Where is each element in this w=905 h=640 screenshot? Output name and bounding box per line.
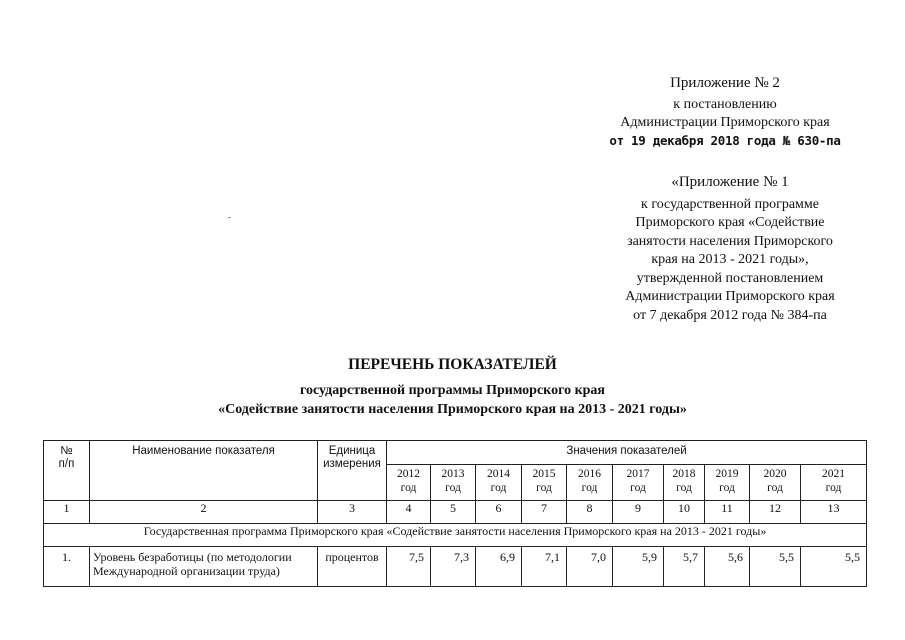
annex-1-line: утвержденной постановлением <box>636 270 824 286</box>
annex-1-title: «Приложение № 1 <box>671 174 789 190</box>
row-indicator-name-line-1: Уровень безработицы (по методологии <box>93 550 292 564</box>
header-year <box>801 465 867 501</box>
header-year <box>431 465 476 501</box>
year-label: 2020 <box>763 468 787 480</box>
row-indicator-name <box>90 547 318 587</box>
annex-2-title: Приложение № 2 <box>670 75 780 91</box>
row-value-2018: 5,7 <box>664 547 705 587</box>
year-suffix: год <box>400 482 417 494</box>
year-label: 2014 <box>487 468 510 480</box>
row-value-2015: 7,1 <box>522 547 567 587</box>
header-values: Значения показателей <box>387 441 867 465</box>
year-label: 2015 <box>532 468 556 480</box>
header-year <box>750 465 801 501</box>
column-number: 8 <box>567 501 613 524</box>
row-unit: процентов <box>318 547 387 587</box>
row-value-2016: 7,0 <box>567 547 613 587</box>
year-suffix: год <box>719 482 735 494</box>
annex-1-line: Администрации Приморского края <box>625 289 835 304</box>
program-row <box>44 524 867 547</box>
row-value-2019: 5,6 <box>705 547 750 587</box>
column-number: 5 <box>431 501 476 524</box>
indicators-table <box>43 440 867 587</box>
header-unit-line-1: Единица <box>328 445 376 457</box>
year-suffix: год <box>490 482 507 494</box>
document-subtitle <box>0 382 905 419</box>
header-year <box>613 465 664 501</box>
header-number <box>44 441 90 501</box>
annex-1-line: к государственной программе <box>641 196 819 212</box>
year-suffix: год <box>536 482 552 494</box>
program-row-title: Государственная программа Приморского края «Содействие занятости населения Приморского края на 2013 - 2021 годы» <box>44 524 867 547</box>
row-index: 1. <box>44 547 90 587</box>
row-value-2020: 5,5 <box>750 547 801 587</box>
column-number: 1 <box>44 501 90 524</box>
column-number: 3 <box>318 501 387 524</box>
header-indicator-name: Наименование показателя <box>90 441 318 501</box>
annex-1-line: от 7 декабря 2012 года № 384-па <box>633 307 827 323</box>
column-number: 9 <box>613 501 664 524</box>
header-year <box>387 465 431 501</box>
annex-2-header <box>595 74 855 150</box>
header-year <box>567 465 613 501</box>
year-suffix: год <box>825 482 842 494</box>
column-number: 7 <box>522 501 567 524</box>
column-number: 13 <box>801 501 867 524</box>
year-label: 2018 <box>672 468 696 480</box>
year-label: 2017 <box>626 468 650 480</box>
annex-1-line: Приморского края «Содействие <box>635 215 825 230</box>
column-number: 6 <box>476 501 522 524</box>
year-label: 2012 <box>397 468 420 480</box>
column-number: 2 <box>90 501 318 524</box>
annex-2-date-stamp: от 19 декабря 2018 года № 630-па <box>609 133 841 148</box>
header-year <box>476 465 522 501</box>
year-suffix: год <box>767 482 783 494</box>
annex-1-line: края на 2013 - 2021 годы», <box>651 252 809 267</box>
header-year <box>705 465 750 501</box>
column-number: 10 <box>664 501 705 524</box>
document-title: ПЕРЕЧЕНЬ ПОКАЗАТЕЛЕЙ <box>348 356 557 373</box>
year-label: 2013 <box>441 468 465 480</box>
year-label: 2021 <box>822 468 846 480</box>
header-unit <box>318 441 387 501</box>
header-year <box>522 465 567 501</box>
column-number: 4 <box>387 501 431 524</box>
column-numbers-row <box>44 501 867 524</box>
scan-speck <box>228 217 231 218</box>
annex-1-header <box>600 173 860 325</box>
row-value-2017: 5,9 <box>613 547 664 587</box>
header-year <box>664 465 705 501</box>
document-subtitle-line-1: государственной программы Приморского края <box>300 383 605 398</box>
year-suffix: год <box>676 482 692 494</box>
header-number-line-2: п/п <box>58 458 75 470</box>
year-suffix: год <box>445 482 461 494</box>
annex-2-line-2: к постановлению <box>673 97 777 112</box>
row-value-2021: 5,5 <box>801 547 867 587</box>
year-suffix: год <box>630 482 646 494</box>
header-number-line-1: № <box>60 445 73 457</box>
annex-2-line-3: Администрации Приморского края <box>620 115 830 130</box>
table-row <box>44 547 867 587</box>
column-number: 12 <box>750 501 801 524</box>
year-suffix: год <box>581 482 598 494</box>
column-number: 11 <box>705 501 750 524</box>
row-value-2012: 7,5 <box>387 547 431 587</box>
annex-1-line: занятости населения Приморского <box>627 233 833 249</box>
document-subtitle-line-2: «Содействие занятости населения Приморского края на 2013 - 2021 годы» <box>218 401 687 417</box>
year-label: 2019 <box>715 468 739 480</box>
header-unit-line-2: измерения <box>323 458 381 470</box>
year-label: 2016 <box>578 468 601 480</box>
row-indicator-name-line-2: Международной организации труда) <box>93 564 280 578</box>
row-value-2013: 7,3 <box>431 547 476 587</box>
row-value-2014: 6,9 <box>476 547 522 587</box>
